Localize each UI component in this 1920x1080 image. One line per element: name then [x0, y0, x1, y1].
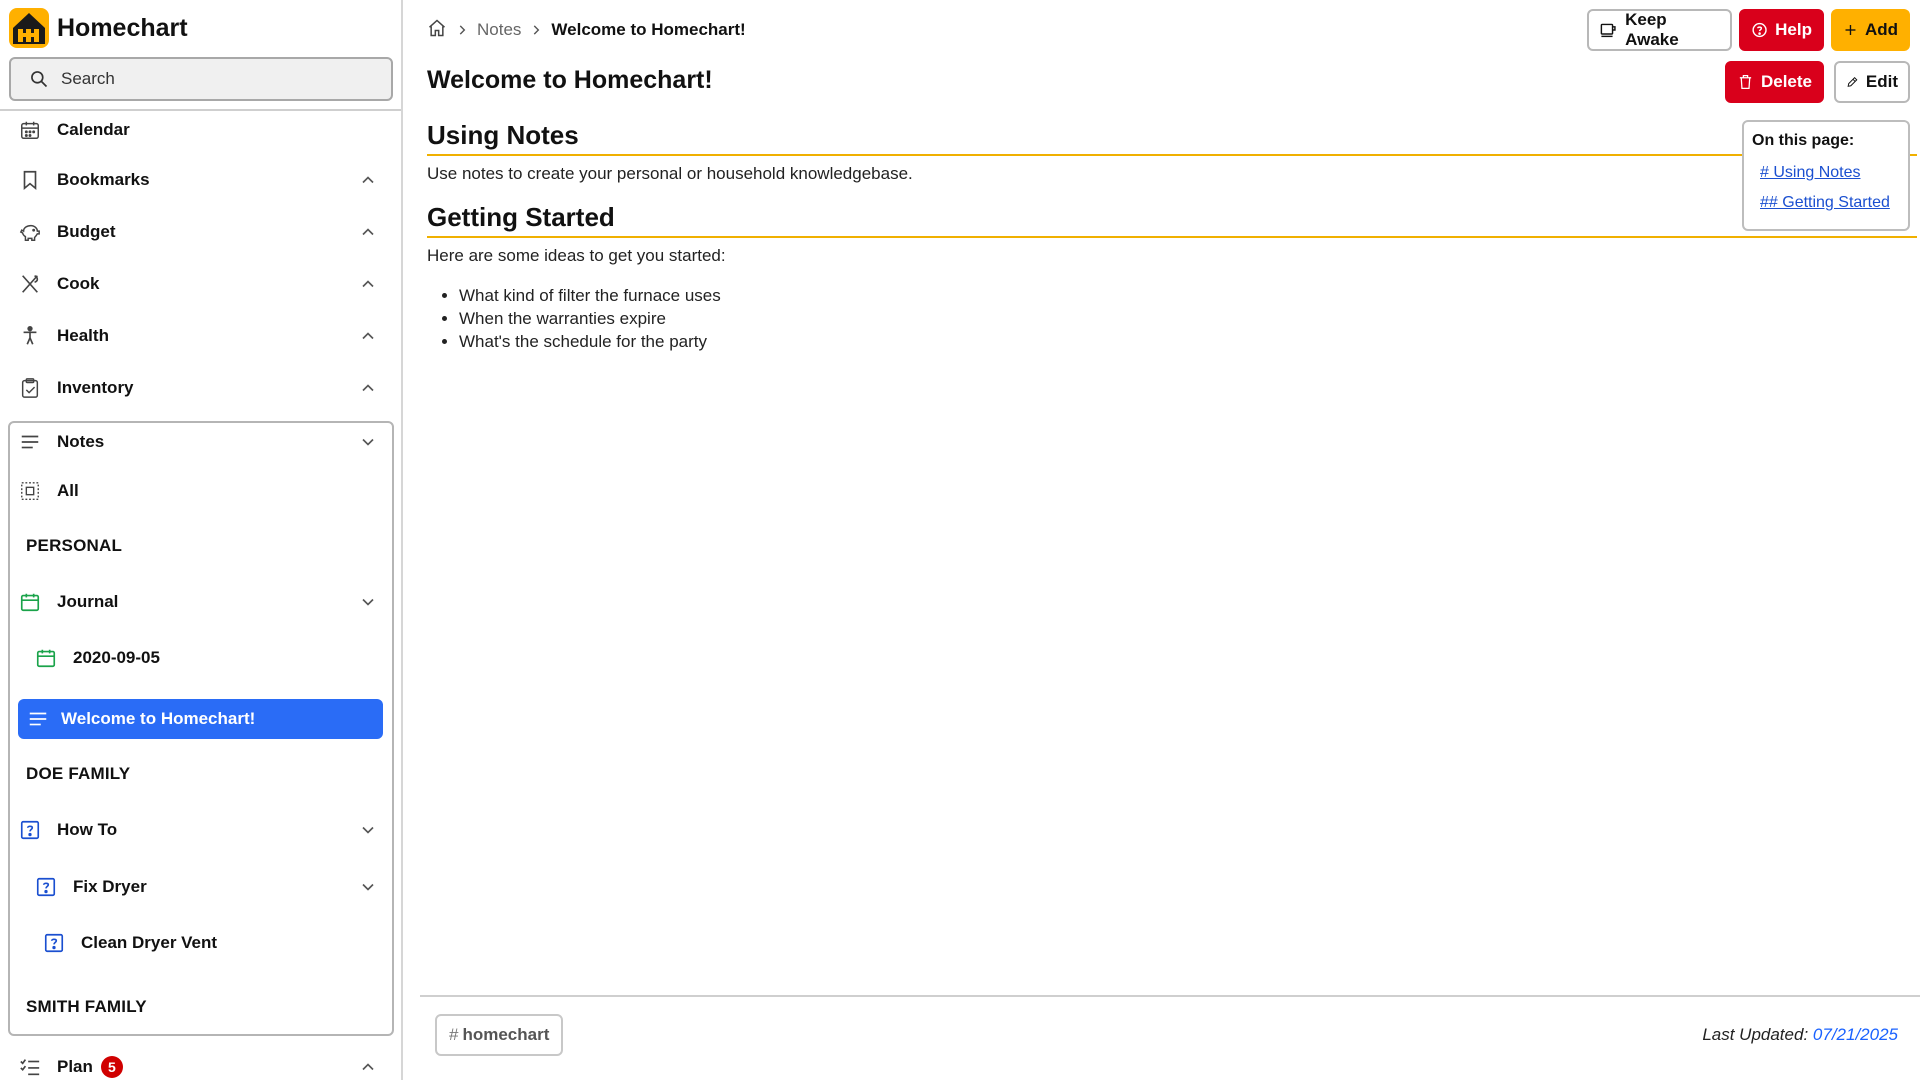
- plus-icon: [1843, 20, 1858, 40]
- last-updated-date[interactable]: 07/21/2025: [1812, 1025, 1898, 1044]
- ideas-list: [459, 284, 721, 353]
- app-header[interactable]: [9, 7, 188, 49]
- search-box[interactable]: [9, 57, 393, 101]
- toc-link-getting-started[interactable]: ## Getting Started: [1760, 194, 1890, 211]
- toc-title: On this page:: [1752, 132, 1855, 149]
- sidebar-item-label: Plan: [57, 1057, 93, 1076]
- question-box-icon: [34, 875, 58, 899]
- trash-icon: [1737, 72, 1754, 92]
- checklist-icon: [18, 1055, 42, 1079]
- sidebar-item-journal-entry[interactable]: [34, 638, 378, 678]
- hash-icon: #: [449, 1025, 459, 1044]
- main-content: [405, 0, 1920, 1080]
- paragraph-using-notes: Use notes to create your personal or household knowledgebase.: [427, 164, 913, 183]
- sidebar-item-journal[interactable]: [18, 582, 378, 622]
- chevron-up-icon[interactable]: [358, 222, 378, 242]
- edit-button[interactable]: [1834, 61, 1910, 103]
- pencil-icon: [1846, 72, 1859, 92]
- chevron-up-icon[interactable]: [358, 326, 378, 346]
- sidebar-item-clean-dryer-vent[interactable]: [42, 923, 378, 963]
- search-icon: [29, 69, 49, 89]
- sidebar-item-label: Bookmarks: [57, 170, 150, 189]
- list-item: • When the warranties expire: [459, 307, 721, 330]
- sidebar-item-welcome-note[interactable]: [18, 699, 383, 739]
- sidebar-item-label: Clean Dryer Vent: [81, 933, 218, 952]
- add-label: Add: [1864, 20, 1898, 39]
- chevron-up-icon[interactable]: [358, 1057, 378, 1077]
- chevron-up-icon[interactable]: [358, 170, 378, 190]
- keep-awake-button[interactable]: [1587, 9, 1732, 51]
- add-button[interactable]: [1831, 9, 1910, 51]
- calendar-icon: [34, 646, 58, 670]
- person-icon: [18, 324, 42, 348]
- sidebar-item-calendar[interactable]: [18, 110, 378, 150]
- sidebar-item-label: All: [57, 481, 79, 500]
- sidebar-item-bookmarks[interactable]: [18, 160, 378, 200]
- chevron-down-icon[interactable]: [358, 877, 378, 897]
- sidebar-item-label: Fix Dryer: [73, 877, 147, 896]
- sidebar-item-notes[interactable]: [18, 422, 378, 462]
- help-button[interactable]: [1739, 9, 1824, 51]
- section-header-doe-family: DOE FAMILY: [26, 764, 131, 783]
- help-label: Help: [1775, 20, 1812, 39]
- breadcrumb-current: Welcome to Homechart!: [551, 20, 746, 39]
- notes-lines-icon: [18, 430, 42, 454]
- help-circle-icon: [1751, 20, 1768, 40]
- sidebar-item-label: 2020-09-05: [73, 648, 160, 667]
- sidebar-item-notes-all[interactable]: [18, 471, 378, 511]
- sidebar-item-budget[interactable]: [18, 212, 378, 252]
- sidebar-item-health[interactable]: [18, 316, 378, 356]
- home-icon[interactable]: [427, 18, 447, 43]
- delete-button[interactable]: [1725, 61, 1824, 103]
- sidebar-item-label: Health: [57, 326, 109, 345]
- calendar-icon: [18, 118, 42, 142]
- chevron-down-icon[interactable]: [358, 432, 378, 452]
- heading-using-notes: Using Notes: [427, 120, 1917, 156]
- plan-count-badge: 5: [101, 1056, 123, 1078]
- bookmark-icon: [18, 168, 42, 192]
- last-updated-label: Last Updated:: [1702, 1025, 1809, 1044]
- chevron-right-icon: [455, 23, 469, 37]
- question-box-icon: [18, 818, 42, 842]
- sidebar-item-inventory[interactable]: [18, 368, 378, 408]
- chevron-down-icon[interactable]: [358, 820, 378, 840]
- section-header-smith-family: SMITH FAMILY: [26, 997, 147, 1016]
- table-of-contents: [1742, 120, 1910, 231]
- sidebar-item-label: Notes: [57, 432, 105, 451]
- toc-link-using-notes[interactable]: # Using Notes: [1760, 164, 1861, 181]
- footer-divider: [420, 995, 1920, 997]
- homechart-logo-icon: [9, 8, 49, 48]
- sidebar-item-label: Inventory: [57, 378, 134, 397]
- breadcrumb: [427, 18, 746, 42]
- utensils-icon: [18, 272, 42, 296]
- keep-awake-label: Keep Awake: [1625, 10, 1679, 49]
- chevron-up-icon[interactable]: [358, 378, 378, 398]
- search-input[interactable]: [61, 69, 361, 89]
- select-all-icon: [18, 479, 42, 503]
- tag-label: homechart: [462, 1025, 550, 1044]
- delete-label: Delete: [1760, 72, 1812, 91]
- sidebar-item-label: Calendar: [57, 120, 130, 139]
- sidebar-item-label: Welcome to Homechart!: [61, 709, 256, 728]
- calendar-icon: [18, 590, 42, 614]
- sidebar-item-label: How To: [57, 820, 118, 839]
- sidebar-item-fix-dryer[interactable]: [34, 867, 378, 907]
- sidebar-item-label: Budget: [57, 222, 116, 241]
- notes-lines-icon: [26, 707, 50, 731]
- app-title: Homechart: [57, 13, 188, 42]
- piggy-bank-icon: [18, 220, 42, 244]
- heading-getting-started: Getting Started: [427, 202, 1917, 238]
- breadcrumb-notes[interactable]: Notes: [477, 20, 522, 39]
- paragraph-getting-started: Here are some ideas to get you started:: [427, 246, 726, 265]
- sidebar-item-label: Cook: [57, 274, 100, 293]
- tag-chip[interactable]: [435, 1014, 563, 1056]
- question-box-icon: [42, 931, 66, 955]
- chevron-down-icon[interactable]: [358, 592, 378, 612]
- list-item: • What kind of filter the furnace uses: [459, 284, 721, 307]
- sidebar-item-plan[interactable]: [18, 1047, 378, 1080]
- section-header-personal: PERSONAL: [26, 536, 123, 555]
- clipboard-check-icon: [18, 376, 42, 400]
- sidebar-item-label: Journal: [57, 592, 119, 611]
- list-item: • What's the schedule for the party: [459, 330, 721, 353]
- edit-label: Edit: [1865, 72, 1898, 91]
- last-updated: [1702, 1025, 1898, 1045]
- coffee-cup-icon: [1599, 20, 1618, 40]
- sidebar: [0, 0, 403, 1080]
- sidebar-item-how-to[interactable]: [18, 810, 378, 850]
- page-title: Welcome to Homechart!: [427, 66, 713, 94]
- sidebar-item-cook[interactable]: [18, 264, 378, 304]
- chevron-up-icon[interactable]: [358, 274, 378, 294]
- chevron-right-icon: [529, 23, 543, 37]
